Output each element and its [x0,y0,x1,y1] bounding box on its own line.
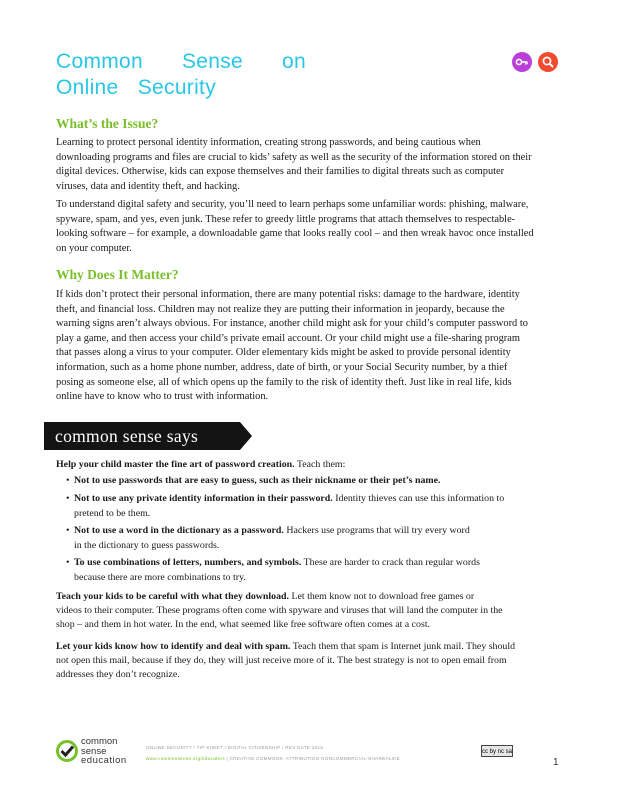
key-icon [512,52,532,72]
text-line: viruses, data and identity theft, and hacking. [56,180,240,192]
bullet-continuation: because there are more combinations to try. [74,571,246,583]
bullet-rest: These are harder to crack than regular words [301,557,480,568]
intro-rest: Teach them: [294,459,346,470]
list-item [66,524,586,553]
text-line: play a game, and then access your child’s private email account. Or your child might use a file-sharing program [56,332,520,344]
intro-bold: Help your child master the fine art of password creation. [56,459,295,470]
text-line: downloading programs and files are crucial to kids’ safety as well as the security of the information stored on their [56,151,532,163]
text-line [56,590,586,604]
bullet-rest: Identity thieves can use this information to [332,493,505,504]
text-line: videos to their computer. These programs often come with spyware and viruses that will land the computer in the [56,605,503,617]
title-line-1 [56,49,306,75]
list-item [66,492,586,521]
text-line: information, such as a home phone number, address, date of birth, or your Social Security number, by a thief [56,361,508,373]
banner-arrow [240,422,252,450]
bullet-bold: Not to use passwords that are easy to guess, such as their nickname or their pet’s name. [74,475,441,486]
text-line: spyware, spam, and yes, even junk. These refer to greedy little programs that attach themselves to respectable- [56,213,516,225]
page-number: 1 [553,757,559,768]
text-line: looking software – for example, a downloadable game that looks really cool – and then wreak havoc once installed [56,228,534,240]
footer-meta-line: ONLINE SECURITY / TIP SHEET / DIGITAL CITIZENSHIP / REV DATE 2016 [146,745,324,750]
text-line: online have to know who to trust with information. [56,391,269,403]
text-line: To understand digital safety and security, you’ll need to learn perhaps some unfamiliar words: phishing, malware, [56,199,529,210]
text-line: shop – and them in hot water. In the end, what seemed like free software often comes at a cost. [56,619,431,631]
spam-bold: Let your kids know how to identify and deal with spam. [56,641,291,652]
text-line: theft, and financial loss. Children may not realize they are putting their information in jeopardy, because the [56,303,505,315]
header-icons [512,52,558,72]
text-line: digital devices. Otherwise, kids can expose themselves and their families to digital threats such as computer [56,166,505,178]
bullet-rest: Hackers use programs that will try every word [283,525,470,536]
footer-license-text: | CREATIVE COMMONS: ATTRIBUTION-NONCOMMERCIAL-SHAREALIKE [224,756,401,761]
title-word: Common [56,50,143,73]
issue-paragraph-2 [56,198,586,256]
text-line: warning signs aren’t always obvious. For instance, another child might ask for your child’s computer password to [56,318,528,330]
title-line-2 [56,75,216,101]
logo-word: education [81,755,127,766]
text-line: on your computer. [56,242,132,254]
text-line: Learning to protect personal identity information, creating strong passwords, and being cautious when [56,137,481,148]
bullet-bold: Not to use any private identity information in their password. [74,493,333,504]
logo-word: sense [81,745,107,757]
common-sense-logo [55,736,135,770]
download-bold: Teach your kids to be careful with what they download. [56,591,290,602]
text-line: posing as someone else, all of which opens up the family to the risk of identity theft. Just like in real life, kids [56,376,512,388]
text-line: If kids don’t protect their personal information, there are many potential risks: damage to the hardware, identity [56,289,520,300]
bullet-continuation: in the dictionary to guess passwords. [74,539,220,551]
magnifier-icon [538,52,558,72]
list-item [66,556,586,585]
download-rest: Let them know not to download free games or [289,591,475,602]
title-word: on [282,50,306,73]
download-paragraph [56,590,586,633]
spam-rest: Teach them that spam is Internet junk mail. They should [290,641,516,652]
creative-commons-badge: cc by nc sa [481,745,513,757]
title-word: Security [137,76,216,99]
logo-text [81,737,127,766]
page-title [56,49,306,101]
text-line: that passes along a virus to your computer. Older elementary kids might be asked to provide personal identity [56,347,511,359]
banner-label: common sense says [44,422,240,450]
title-word: Online [56,76,119,99]
spam-paragraph [56,640,586,683]
text-line: addresses they don’t recognize. [56,669,180,681]
list-item [66,474,586,489]
bullet-bold: To use combinations of letters, numbers, and symbols. [74,557,302,568]
matter-paragraph [56,288,586,405]
text-line [56,640,586,654]
bullet-bold: Not to use a word in the dictionary as a password. [74,525,284,536]
text-line: not open this mail, because if they do, they will just receive more of it. The best strategy is not to open email from [56,655,507,667]
intro-line [56,458,586,472]
matter-heading: Why Does It Matter? [56,267,179,282]
password-intro [56,458,586,472]
footer-meta [146,742,400,764]
issue-heading: What’s the Issue? [56,116,159,131]
issue-paragraph-1 [56,136,586,194]
footer-url-link[interactable]: www.commonsense.org/educators [146,756,225,761]
footer-meta-line [146,753,400,764]
checkmark-logo-icon [55,739,79,763]
bullet-continuation: pretend to be them. [74,507,151,519]
logo-word: common [81,736,118,747]
title-word: Sense [181,50,244,73]
common-sense-says-banner [44,422,240,450]
